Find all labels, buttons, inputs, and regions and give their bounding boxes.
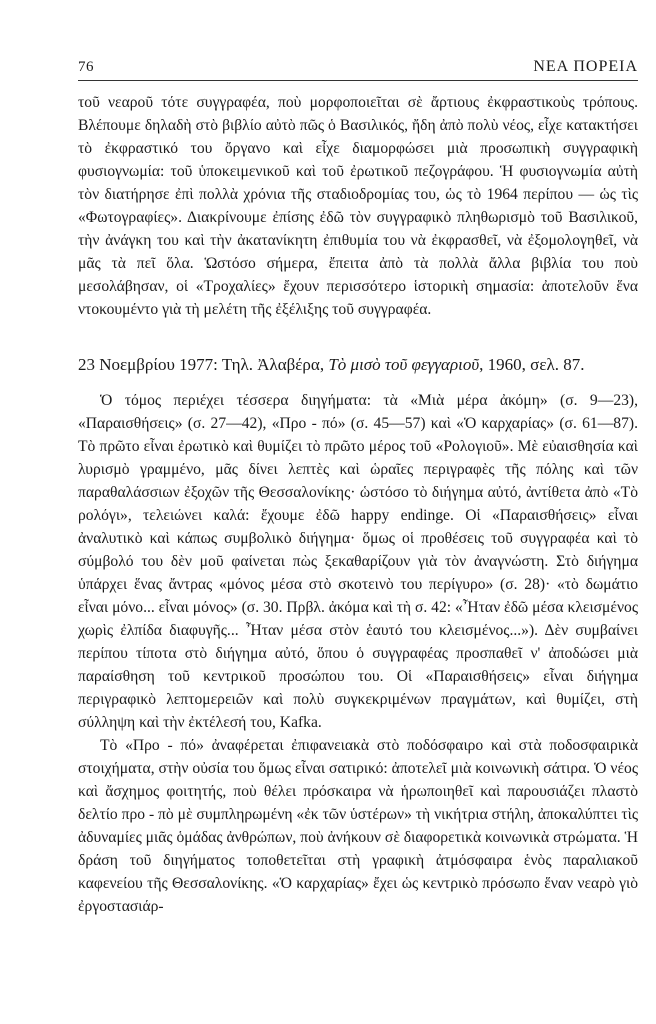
entry-details: , 1960, σελ. 87. <box>479 355 585 374</box>
running-head: ΝΕΑ ΠΟΡΕΙΑ <box>533 58 638 75</box>
entry-date: 23 Νοεμβρίου 1977: <box>78 355 222 374</box>
review-paragraph-2: Τὸ «Προ - πό» ἀναφέρεται ἐπιφανειακὰ στὸ ποδόσφαιρο καὶ στὰ ποδοσφαιρικὰ στοιχήματα, στὴν οὐσία του ὅμως εἶναι σατιρικό: ἀποτελεῖ μιὰ κοινωνικὴ σάτιρα. Ὁ νέος καὶ ἄσχημος φοιτητής, ποὺ θέλει πρόσκαιρα νὰ ἡρωποιηθεῖ καὶ παρουσιάζει πλαστὸ δελτίο προ - πὸ μὲ συμπληρωμένη «ἐκ τῶν ὑστέρων» τὴ νικήτρια στήλη, ἀποκαλύπτει τὶς ἀδυναμίες μιᾶς ὁμάδας ἀνθρώπων, ποὺ ἀνήκουν σὲ διαφορετικὰ κοινωνικὰ στρώματα. Ἡ δράση τοῦ διηγήματος τοποθετεῖται στὴ γραφικὴ ἀτμόσφαιρα ἑνὸς παραλιακοῦ καφενείου τῆς Θεσσαλονίκης. «Ὁ καρχαρίας» ἔχει ὡς κεντρικὸ πρόσωπο ἕναν νεαρὸ γιὸ ἐργοστασιάρ- <box>78 737 638 915</box>
review-paragraph-1: Ὁ τόμος περιέχει τέσσερα διηγήματα: τὰ «Μιὰ μέρα ἀκόμη» (σ. 9—23), «Παραισθήσεις» (σ. 27—42), «Προ - πό» (σ. 45—57) καὶ «Ὁ καρχαρίας» (σ. 61—87). Τὸ πρῶτο εἶναι ἐρωτικὸ καὶ θυμίζει τὸ πρῶτο μέρος τοῦ «Ρολογιοῦ». Μὲ εὐαισθησία καὶ λυρισμὸ γραμμένο, μᾶς δίνει λεπτὲς καὶ ὡραῖες περιγραφὲς τῆς πόλης καὶ τῶν παραθαλάσσιων ἐξοχῶν τῆς Θεσσαλονίκης· ὡστόσο τὸ διήγημα αὐτό, ἀντίθετα ἀπὸ «Τὸ ρολόγι», τελειώνει καλά: ἔχουμε ἐδῶ happy endinge. Οἱ «Παραισθήσεις» εἶναι ἀναλυτικὸ καὶ κάπως συμβολικὸ διήγημα· ὅμως οἱ προθέσεις τοῦ συγγραφέα καὶ τὸ σύμβολό του δὲν μοῦ φαίνεται πὼς ξεκαθαρίζουν γιὰ τὸν ἀναγνώστη. Στὸ διήγημα ὑπάρχει ἕνας ἄντρας «μόνος μέσα στὸ σκοτεινὸ του περίγυρο» (σ. 28)· «τὸ δωμάτιο εἶναι μόνο... εἶναι μόνος» (σ. 30. Πρβλ. ἀκόμα καὶ τὴ σ. 42: «Ἦταν ἐδῶ μέσα κλεισμένος χωρὶς ἐλπίδα διαφυγῆς... Ἦταν μέσα στὸν ἑαυτό του κλεισμένος...»). Δὲν συμβαίνει περίπου τίποτα στὸ διήγημα αὐτό, ὅπου ὁ συγγραφέας προσπαθεῖ ν' ἀποδώσει μιὰ παραίσθηση τοῦ κεντρικοῦ προσώπου του. Οἱ «Παραισθήσεις» εἶναι διήγημα περιγραφικὸ λεπτομερειῶν καὶ πολὺ συγκεκριμένων πραγμάτων, καὶ θυμίζει, στὴ σύλληψη καὶ τὴν ἐκτέλεσή του, Kafka. <box>78 392 638 731</box>
book-page <box>78 58 638 918</box>
continuation-paragraph: τοῦ νεαροῦ τότε συγγραφέα, ποὺ μορφοποιεῖται σὲ ἄρτιους ἐκφραστικοὺς τρόπους. Βλέπουμε δηλαδὴ στὸ βιβλίο αὐτὸ πῶς ὁ Βασιλικός, ἤδη ἀπὸ πολὺ νέος, εἶχε κατακτήσει τὸ ἐκφραστικό του ὄργανο καὶ εἶχε διαμορφώσει μιὰ προσωπικὴ συγγραφικὴ φυσιογνωμία: τοῦ ὑποκειμενικοῦ καὶ τοῦ ἐρωτικοῦ πεζογράφου. Ἡ φυσιογνωμία αὐτὴ τὸν διατήρησε ἐπὶ πολλὰ χρόνια τῆς σταδιοδρομίας του, ὡς τὸ 1964 περίπου — ὡς τὶς «Φωτογραφίες». Διακρίνουμε ἐπίσης ἐδῶ τὸν συγγραφικὸ πληθωρισμὸ τοῦ Βασιλικοῦ, τὴν ἀνάγκη του καὶ τὴν ἀκατανίκητη ἐπιθυμία του νὰ ἐκφρασθεῖ, νὰ ἐξομολογηθεῖ, νὰ μᾶς τὰ πεῖ ὅλα. Ὡστόσο σήμερα, ἔπειτα ἀπὸ τὰ πολλὰ ἄλλα βιβλία του ποὺ μεσολάβησαν, οἱ «Τροχαλίες» ἔχουν περισσότερο ἱστορικὴ σημασία: ἀποτελοῦν ἕνα ντοκουμέντο γιὰ τὴ μελέτη τῆς ἐξέλιξης τοῦ συγγραφέα. <box>78 94 638 318</box>
page-number: 76 <box>78 59 94 75</box>
review-entry-heading <box>78 353 638 377</box>
page-header <box>78 58 638 81</box>
entry-book-title: Τὸ μισὸ τοῦ φεγγαριοῦ <box>328 355 480 374</box>
entry-author: Τηλ. Ἀλαβέρα, <box>221 355 329 374</box>
